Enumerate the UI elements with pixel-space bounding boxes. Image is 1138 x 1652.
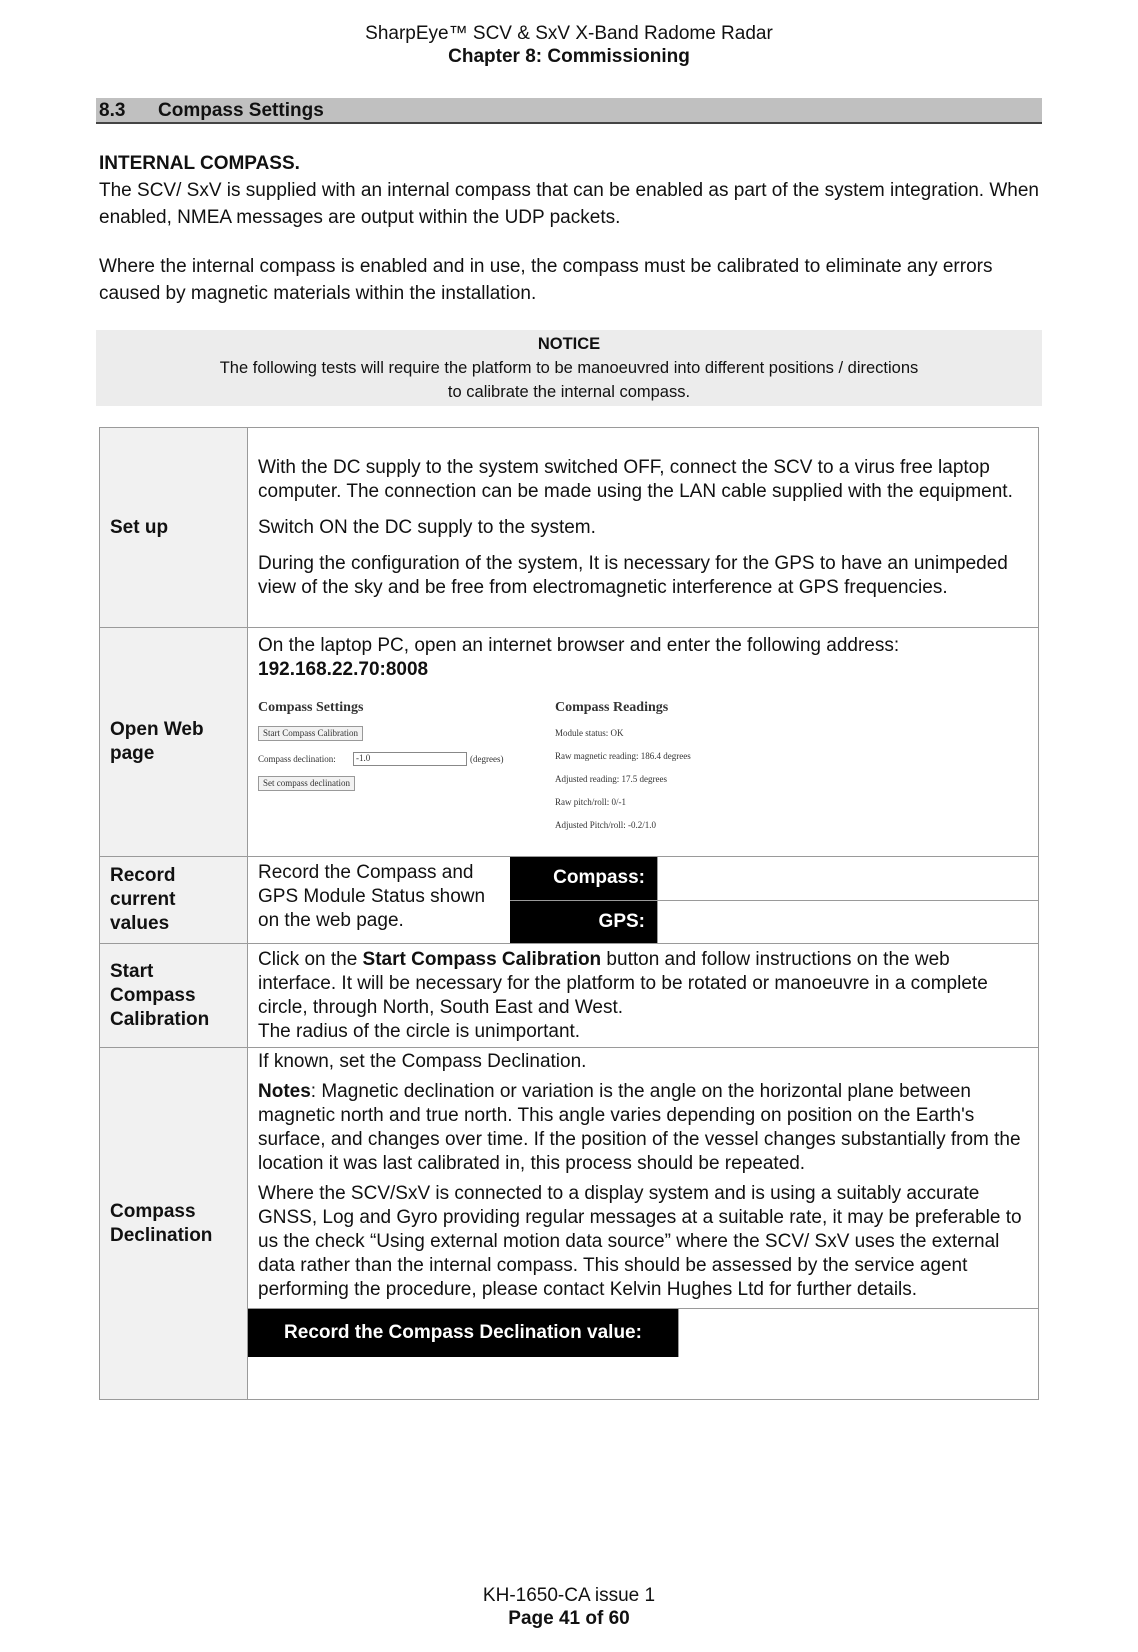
document-header-title: SharpEye™ SCV & SxV X-Band Radome Radar xyxy=(365,23,773,44)
step-label: Record current values xyxy=(100,857,248,944)
gps-value-field[interactable] xyxy=(657,901,1038,944)
compass-readings-heading: Compass Readings xyxy=(555,700,669,715)
declination-value-label: Record the Compass Declination value: xyxy=(248,1309,678,1357)
web-page-screenshot xyxy=(258,696,818,856)
notice-box xyxy=(96,330,1042,406)
table-row xyxy=(100,857,1039,944)
adjusted-pitch-roll-reading: Adjusted Pitch/roll: -0.2/1.0 xyxy=(555,820,656,830)
start-calibration-instruction: Click on the Start Compass Calibration button and follow instructions on the web interface. It will be necessary for the platform to be rotated or manoeuvre in a complete circle, through North, South East and West. xyxy=(258,948,988,1018)
raw-magnetic-reading: Raw magnetic reading: 186.4 degrees xyxy=(555,751,691,761)
gps-value-label: GPS: xyxy=(510,901,657,944)
declination-record-row xyxy=(248,1308,1038,1357)
adjusted-reading: Adjusted reading: 17.5 degrees xyxy=(555,774,667,784)
notice-line-1: The following tests will require the platform to be manoeuvred into different positions / directions xyxy=(219,359,919,377)
raw-pitch-roll-reading: Raw pitch/roll: 0/-1 xyxy=(555,797,626,807)
step-content xyxy=(248,1048,1039,1400)
step-content xyxy=(248,944,1039,1048)
procedure-table xyxy=(99,427,1039,1400)
step-label: Compass Declination xyxy=(100,1048,248,1400)
notice-title: NOTICE xyxy=(537,335,601,353)
table-row xyxy=(100,1048,1039,1400)
set-compass-declination-button[interactable]: Set compass declination xyxy=(258,776,355,791)
intro-title: INTERNAL COMPASS. xyxy=(99,153,300,174)
setup-paragraph-1: With the DC supply to the system switched OFF, connect the SCV to a virus free laptop computer. The connection can be made using the LAN cable supplied with the equipment. xyxy=(258,456,1013,502)
declination-unit: (degrees) xyxy=(470,754,504,764)
compass-settings-heading: Compass Settings xyxy=(258,700,364,715)
section-heading xyxy=(96,98,1042,124)
compass-value-field[interactable] xyxy=(657,857,1038,900)
record-values-table xyxy=(510,857,1038,943)
compass-value-label: Compass: xyxy=(510,857,657,900)
step-label: Set up xyxy=(100,428,248,628)
table-row xyxy=(100,628,1039,857)
record-instruction: Record the Compass and GPS Module Status shown on the web page. xyxy=(258,862,486,931)
module-status-reading: Module status: OK xyxy=(555,728,624,738)
declination-input[interactable]: -1.0 xyxy=(353,752,467,766)
page-number: Page 41 of 60 xyxy=(508,1608,630,1629)
step-label: Open Web page xyxy=(100,628,248,857)
declination-label: Compass declination: xyxy=(258,754,336,764)
declination-value-field[interactable] xyxy=(678,1309,1038,1357)
table-row xyxy=(100,428,1039,628)
start-compass-calibration-button[interactable]: Start Compass Calibration xyxy=(258,726,363,741)
external-motion-data-note: Where the SCV/SxV is connected to a display system and is using a suitably accurate GNSS, Log and Gyro providing regular messages at a suitable rate, it may be preferable to us the check “Using external motion data source” where the SCV/ SxV uses the external data rather than the internal compass. This should be assessed by the service agent performing the procedure, please contact Kelvin Hughes Ltd for further details. xyxy=(258,1183,1022,1300)
circle-radius-note: The radius of the circle is unimportant. xyxy=(258,1020,581,1042)
step-label: Start Compass Calibration xyxy=(100,944,248,1048)
setup-paragraph-3: During the configuration of the system, It is necessary for the GPS to have an unimpeded view of the sky and be free from electromagnetic interference at GPS frequencies. xyxy=(258,552,1008,598)
section-title: Compass Settings xyxy=(158,100,324,121)
table-row xyxy=(100,944,1039,1048)
intro-paragraph-1: The SCV/ SxV is supplied with an internal compass that can be enabled as part of the system integration. When enabled, NMEA messages are output within the UDP packets. xyxy=(99,180,1039,228)
declination-instruction: If known, set the Compass Declination. xyxy=(258,1051,587,1072)
open-web-instruction: On the laptop PC, open an internet browser and enter the following address: xyxy=(258,635,900,656)
intro-paragraph-2: Where the internal compass is enabled and in use, the compass must be calibrated to eliminate any errors caused by magnetic materials within the installation. xyxy=(99,256,993,304)
web-address: 192.168.22.70:8008 xyxy=(258,659,429,680)
step-content xyxy=(248,857,1039,944)
notice-line-2: to calibrate the internal compass. xyxy=(447,383,691,401)
setup-paragraph-2: Switch ON the DC supply to the system. xyxy=(258,516,596,538)
section-number: 8.3 xyxy=(99,100,126,121)
step-content xyxy=(248,628,1039,857)
document-id: KH-1650-CA issue 1 xyxy=(482,1585,656,1606)
start-calibration-button-reference: Start Compass Calibration xyxy=(362,948,602,970)
step-content xyxy=(248,428,1039,628)
declination-notes: Notes: Magnetic declination or variation is the angle on the horizontal plane between magnetic north and true north. This angle varies depending on position on the Earth's surface, and changes over time. If the position of the vessel changes substantially from the location it was last calibrated in, this process should be repeated. xyxy=(258,1081,1021,1174)
chapter-title: Chapter 8: Commissioning xyxy=(448,46,690,67)
